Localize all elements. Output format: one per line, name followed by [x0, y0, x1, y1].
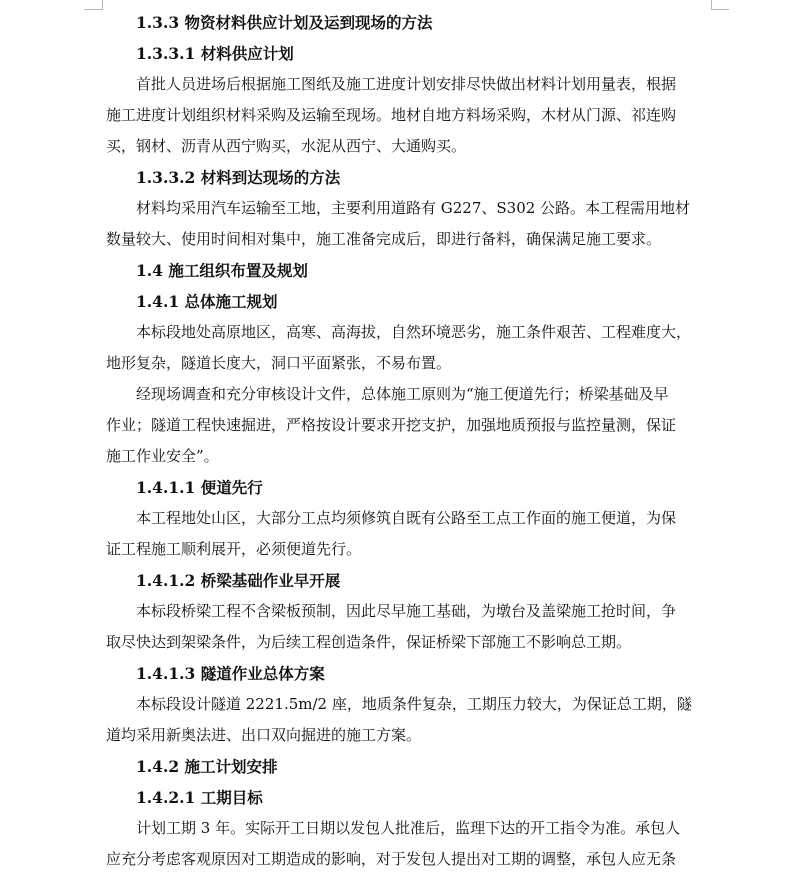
section-heading-1-4-1-1: 1.4.1.1 便道先行: [136, 478, 263, 497]
paragraph-schedule-target: [106, 813, 710, 875]
section-heading-1-4-2-1: 1.4.2.1 工期目标: [136, 788, 263, 807]
paragraph-access-road: [106, 503, 710, 565]
section-heading-1-4-1: 1.4.1 总体施工规划: [136, 292, 278, 311]
document-body: [106, 7, 710, 875]
crop-mark-right-horizontal: [711, 9, 729, 10]
paragraph-line: 计划工期 3 年。实际开工日期以发包人批准后，监理下达的开工指令为准。承包人: [136, 819, 681, 837]
paragraph-line: 取尽快达到架梁条件，为后续工程创造条件，保证桥梁下部施工不影响总工期。: [106, 633, 632, 651]
section-heading-1-4: 1.4 施工组织布置及规划: [136, 261, 308, 280]
paragraph-construction-principles: [106, 379, 710, 472]
section-heading-1-3-3: 1.3.3 物资材料供应计划及运到现场的方法: [136, 13, 433, 32]
paragraph-line: 首批人员进场后根据施工图纸及施工进度计划安排尽快做出材料计划用量表，根据: [136, 75, 677, 93]
paragraph-line: 本标段地处高原地区，高寒、高海拔，自然环境恶劣，施工条件艰苦、工程难度大，: [136, 323, 692, 341]
paragraph-line: 施工进度计划组织材料采购及运输至现场。地材自地方料场采购，木材从门源、祁连购: [106, 106, 677, 124]
paragraph-tunnel-plan: [106, 689, 710, 751]
paragraph-line: 本标段桥梁工程不含梁板预制，因此尽早施工基础，为墩台及盖梁施工抢时间，争: [136, 602, 677, 620]
paragraph-line: 买，钢材、沥青从西宁购买，水泥从西宁、大通购买。: [106, 137, 467, 155]
paragraph-line: 数量较大、使用时间相对集中，施工准备完成后，即进行备料，确保满足施工要求。: [106, 230, 662, 248]
paragraph-line: 应充分考虑客观原因对工期造成的影响，对于发包人提出对工期的调整，承包人应无条: [106, 850, 677, 868]
paragraph-line: 材料均采用汽车运输至工地，主要利用道路有 G227、S302 公路。本工程需用地材: [136, 199, 691, 217]
section-heading-1-4-1-3: 1.4.1.3 隧道作业总体方案: [136, 664, 325, 683]
paragraph-line: 证工程施工顺利展开，必须便道先行。: [106, 540, 362, 558]
paragraph-bridge-foundation: [106, 596, 710, 658]
section-heading-1-3-3-2: 1.3.3.2 材料到达现场的方法: [136, 168, 341, 187]
paragraph-site-conditions: [106, 317, 710, 379]
section-heading-1-3-3-1: 1.3.3.1 材料供应计划: [136, 44, 294, 63]
paragraph-material-delivery: [106, 193, 710, 255]
crop-mark-left-horizontal: [84, 9, 103, 10]
section-heading-1-4-2: 1.4.2 施工计划安排: [136, 757, 278, 776]
section-heading-1-4-1-2: 1.4.1.2 桥梁基础作业早开展: [136, 571, 341, 590]
paragraph-line: 作业；隧道工程快速掘进，严格按设计要求开挖支护，加强地质预报与监控量测，保证: [106, 416, 677, 434]
paragraph-line: 地形复杂，隧道长度大，洞口平面紧张，不易布置。: [106, 354, 452, 372]
paragraph-line: 施工作业安全”。: [106, 447, 219, 465]
paragraph-line: 本工程地处山区，大部分工点均须修筑自既有公路至工点工作面的施工便道，为保: [136, 509, 677, 527]
paragraph-line: 道均采用新奥法进、出口双向掘进的施工方案。: [106, 726, 422, 744]
paragraph-line: 本标段设计隧道 2221.5m/2 座，地质条件复杂，工期压力较大，为保证总工期，隧: [136, 695, 692, 713]
paragraph-line: 经现场调查和充分审核设计文件，总体施工原则为“施工便道先行；桥梁基础及早: [136, 385, 669, 403]
paragraph-material-supply-plan: [106, 69, 710, 162]
